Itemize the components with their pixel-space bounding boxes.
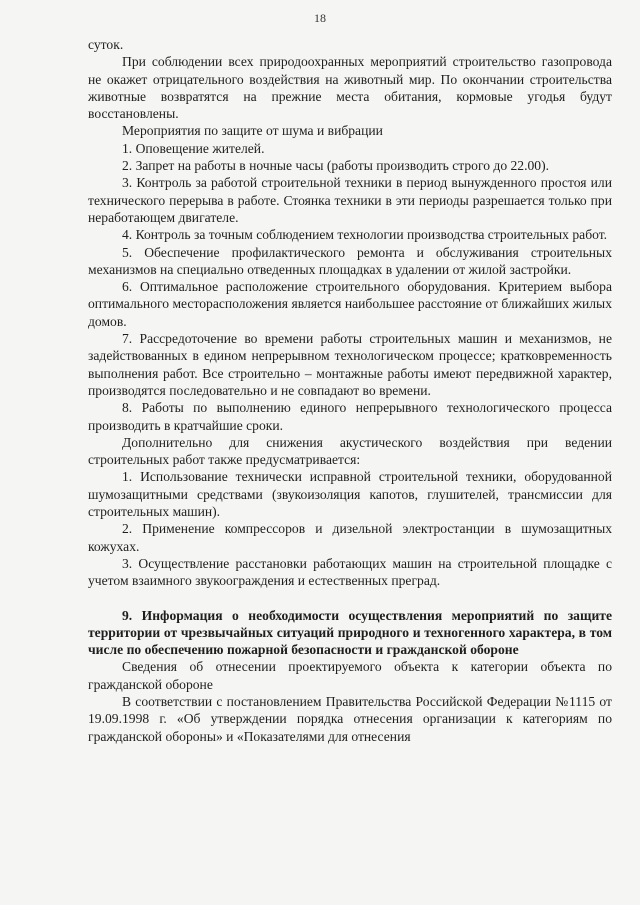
paragraph-government-decree: В соответствии с постановлением Правительства Российской Федерации №1115 от 19.09.1998 г. «Об утверждении порядка отнесения организации к категориям по гражданской обороны» и «Показателями для отнесения [88,693,612,744]
list-item-3: 3. Контроль за работой строительной техники в период вынужденного простоя или технического перерыва в работе. Стоянка техники в эти периоды разрешается только при неработающем двигателе. [88,175,612,225]
paragraph-civil-defense-info: Сведения об отнесении проектируемого объекта к категории объекта по гражданской обороне [88,659,612,692]
document-body [88,36,612,745]
list-item-4: 4. Контроль за точным соблюдением технологии производства строительных работ. [122,227,608,243]
additional-item-3: 3. Осуществление расстановки работающих машин на строительной площадке с учетом взаимного звукоограждения и естественных преград. [88,555,612,589]
list-item-5: 5. Обеспечение профилактического ремонта и обслуживания строительных механизмов на специально отведенных площадках в удалении от жилой застройки. [88,244,612,277]
additional-item-2: 2. Применение компрессоров и дизельной электростанции в шумозащитных кожухах. [88,521,612,554]
additional-item-1: 1. Использование технически исправной строительной техники, оборудованной шумозащитными средствами (звукоизоляция капотов, глушителей, трансмиссии для строительных машин). [88,469,612,520]
list-item-8: 8. Работы по выполнению единого непрерывного технологического процесса производить в кратчайшие сроки. [88,400,612,433]
section-heading: 9. Информация о необходимости осуществления мероприятий по защите территории от чрезвычайных ситуаций природного и техногенного характера, в том числе по обеспечению пожарной безопасности и гражданской обороне [88,607,612,658]
subheading-noise-measures: Мероприятия по защите от шума и вибрации [122,123,383,139]
list-item-7: 7. Рассредоточение во времени работы строительных машин и механизмов, не задействованных в едином непрерывном технологическом процессе; кратковременность выполнения работ. Все строительно – монтажные работы имеют передвижной характер, производятся последовательно и не совпадают во времени. [88,331,612,398]
paragraph-continuation: суток. [88,37,124,52]
page-number: 18 [314,11,326,25]
list-item-6: 6. Оптимальное расположение строительного оборудования. Критерием выбора оптимального месторасположения является наибольшее расстояние от ближайших жилых домов. [88,279,612,329]
list-item-1: 1. Оповещение жителей. [122,140,265,156]
list-item-2: 2. Запрет на работы в ночные часы (работы производить строго до 22.00). [122,158,550,174]
paragraph-wildlife: При соблюдении всех природоохранных мероприятий строительство газопровода не окажет отрицательного воздействия на животный мир. По окончании строительства животные возвратятся на прежние места обитания, кормовые угодья будут восстановлены. [88,54,612,122]
paragraph-additional-measures: Дополнительно для снижения акустического воздействия при ведении строительных работ также предусматривается: [88,434,612,468]
